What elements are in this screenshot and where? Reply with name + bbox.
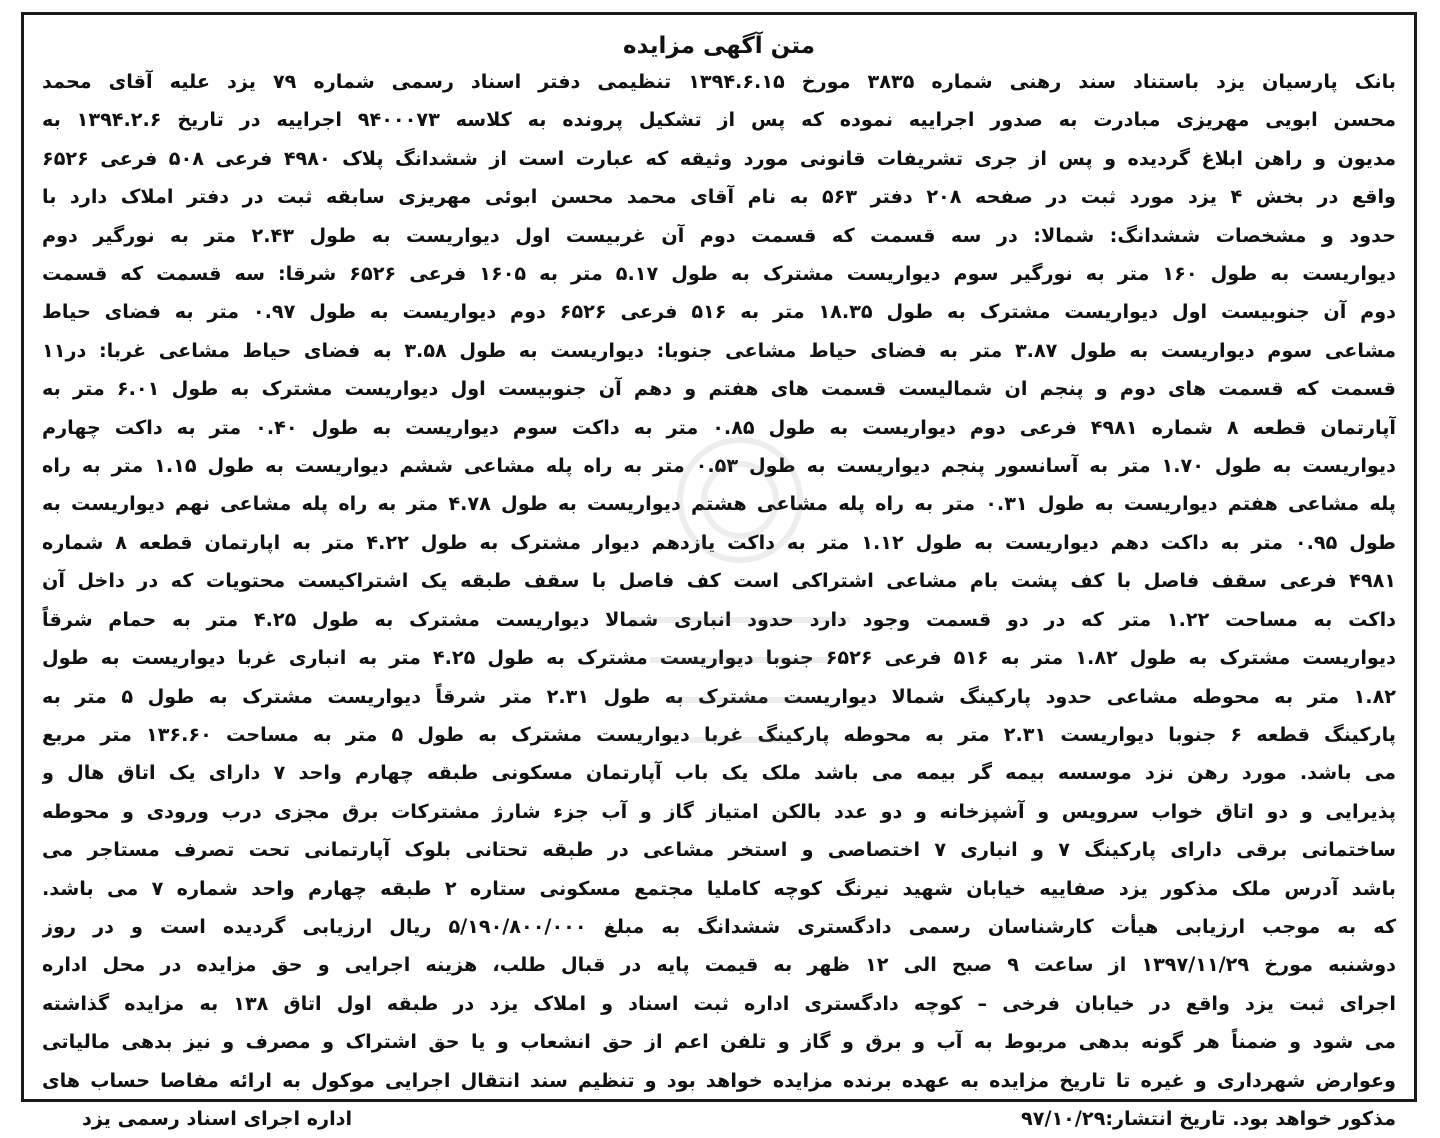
notice-final-row (42, 1100, 1396, 1138)
notice-line: می باشد. مورد رهن نزد موسسه بیمه گر بیمه می باشد ملک یک باب آپارتمان مسکونی طبقه چهارم واحد ۷ دارای یک اتاق هال و (42, 761, 1396, 785)
notice-title: متن آگهی مزایده (623, 33, 815, 59)
notice-line: واقع در بخش ۴ یزد مورد ثبت در صفحه ۲۰۸ دفتر ۵۶۳ به نام آقای محمد محسن ابوئی مهریزی سابقه ثبت در دفتر املاک دارد با (42, 185, 1396, 209)
notice-line: پارکینگ قطعه ۶ جنوبا دیواریست ۲.۳۱ متر به محوطه پارکینگ غربا دیواریست مشترک به طول ۵ متر به مساحت ۱۳۶.۶۰ متر مربع (42, 722, 1396, 746)
notice-line: دوم آن جنوبیست اول دیواریست مشترک به طول ۱۸.۳۵ متر به ۵۱۶ فرعی ۶۵۲۶ دوم دیواریست به طول ۰.۹۷ متر به فضای حیاط (42, 300, 1396, 324)
notice-line: دیواریست مشترک به طول ۱.۸۲ متر به ۵۱۶ فرعی ۶۵۲۶ جنوبا دیواریست مشترک به طول ۴.۲۵ متر به انباری غربا دیواریست به طول (42, 646, 1396, 670)
notice-line: که به موجب ارزیابی هیأت کارشناسان رسمی دادگستری ششدانگ به مبلغ ۵/۱۹۰/۸۰۰/۰۰۰ ریال ارزیابی گردیده است و در روز (42, 914, 1396, 938)
notice-line: ۴۹۸۱ فرعی سقف فاصل با کف پشت بام مشاعی اشتراکی است کف فاصل با سقف طبقه یک اشتراکیست محتویات که در داخل آن (42, 569, 1396, 593)
notice-line: مشاعی سوم دیواریست به طول ۳.۸۷ متر به فضای حیاط مشاعی جنوبا: دیواریست به طول ۳.۵۸ به فضای حیاط مشاعی غربا: در۱۱ (42, 338, 1396, 362)
notice-line: محسن ابویی مهریزی مبادرت به صدور اجراییه نموده که پس از تشکیل پرونده به کلاسه ۹۴۰۰۰۷۳ اجراییه در تاریخ ۱۳۹۴.۲.۶ به (42, 108, 1396, 132)
notice-line: ۱.۸۲ متر به محوطه مشاعی حدود پارکینگ شمالا دیواریست مشترک به طول ۲.۳۱ متر شرقاً دیواریست مشترک به طول ۵ متر به (42, 684, 1396, 708)
notice-line: می شود و ضمناً هر گونه بدهی مربوط به آب و برق و گاز و تلفن اعم از حق انشعاب و یا حق اشتراک و مصرف و نیز بدهی مالیاتی (42, 1030, 1396, 1054)
notice-line: مدیون و راهن ابلاغ گردیده و پس از جری تشریفات قانونی مورد وثیقه که عبارت است از ششدانگ پلاک ۴۹۸۰ فرعی ۵۰۸ فرعی ۶۵۲۶ (42, 146, 1396, 170)
notice-line: آپارتمان قطعه ۸ شماره ۴۹۸۱ فرعی دوم دیواریست به طول ۰.۸۵ متر به داکت سوم دیواریست به طول ۰.۴۰ متر به داکت چهارم (42, 415, 1396, 439)
publication-date-text: مذکور خواهد بود. تاریخ انتشار:۹۷/۱۰/۲۹ (1021, 1106, 1396, 1130)
notice-line: دیواریست به طول ۱۶۰ متر به نورگیر سوم دیواریست مشترک به طول ۵.۱۷ متر به ۱۶۰۵ فرعی ۶۵۲۶ شرقا: سه قسمت که قسمت (42, 262, 1396, 286)
notice-body (42, 63, 1396, 1100)
notice-line: باشد آدرس ملک مذکور یزد صفاییه خیابان شهید نیرنگ کوچه کاملیا مجتمع مسکونی ستاره ۲ طبقه چهارم واحد شماره ۷ می باشد. (42, 876, 1396, 900)
notice-line: طول ۰.۹۵ متر به داکت دهم دیواریست به طول ۱.۱۲ متر به داکت یازدهم دیوار مشترک به طول ۴.۲۲ متر به اپارتمان قطعه ۸ شماره (42, 530, 1396, 554)
issuer-signature: اداره اجرای اسناد رسمی یزد (82, 1106, 353, 1130)
notice-line: بانک پارسیان یزد باستناد سند رهنی شماره ۳۸۳۵ مورخ ۱۳۹۴.۶.۱۵ تنظیمی دفتر اسناد رسمی شماره ۷۹ یزد علیه آقای محمد (42, 70, 1396, 93)
notice-line: وعوارض شهرداری و غیره تا تاریخ مزایده به عهده برنده مزایده خواهد بود و تنظیم سند انتقال اجرایی موکول به ارائه مفاصا حساب های (42, 1068, 1396, 1092)
notice-line: حدود و مشخصات ششدانگ: شمالا: در سه قسمت که قسمت دوم آن غربیست اول دیواریست به طول ۲.۴۳ متر به نورگیر دوم (42, 223, 1396, 247)
notice-line: دوشنبه مورخ ۱۳۹۷/۱۱/۲۹ از ساعت ۹ صبح الی ۱۲ ظهر به قیمت پایه در قبال طلب، هزینه اجرایی و حق مزایده در محل اداره (42, 953, 1396, 977)
notice-line: دیواریست به طول ۱.۷۰ متر به آسانسور پنجم دیواریست به طول ۰.۵۳ متر به راه پله مشاعی ششم دیواریست به طول ۱.۱۵ متر به راه (42, 454, 1396, 478)
notice-line: ساختمانی برقی دارای پارکینگ ۷ و انباری ۷ اختصاصی و استخر مشاعی در طبقه تحتانی بلوک آپارتمانی تحت تصرف مستاجر می (42, 838, 1396, 862)
notice-line: پذیرایی و دو اتاق خواب سرویس و آشپزخانه و دو عدد بالکن امتیاز گاز و آب جزء شارژ مشترکات برق مجزی درب ورودی و محوطه (42, 799, 1396, 823)
notice-line: اجرای ثبت یزد واقع در خیابان فرخی – کوچه دادگستری اداره ثبت اسناد و املاک یزد در طبقه اول اتاق ۱۳۸ به مزایده گذاشته (42, 991, 1396, 1015)
notice-line: پله مشاعی هفتم دیواریست به طول ۰.۳۱ متر به راه پله مشاعی هشتم دیواریست به طول ۴.۷۸ متر به راه پله مشاعی نهم دیواریست به (42, 492, 1396, 516)
notice-frame (21, 12, 1417, 1130)
notice-line: قسمت که قسمت های دوم و پنجم ان شمالیست قسمت های هفتم و دهم آن جنوبیست اول دیواریست مشترک به طول ۶.۰۱ متر به (42, 377, 1396, 401)
notice-line: داکت به مساحت ۱.۲۲ متر که در دو قسمت وجود دارد حدود انباری شمالا دیواریست مشترک به طول ۴.۲۵ متر به حمام شرقاً (42, 607, 1396, 631)
